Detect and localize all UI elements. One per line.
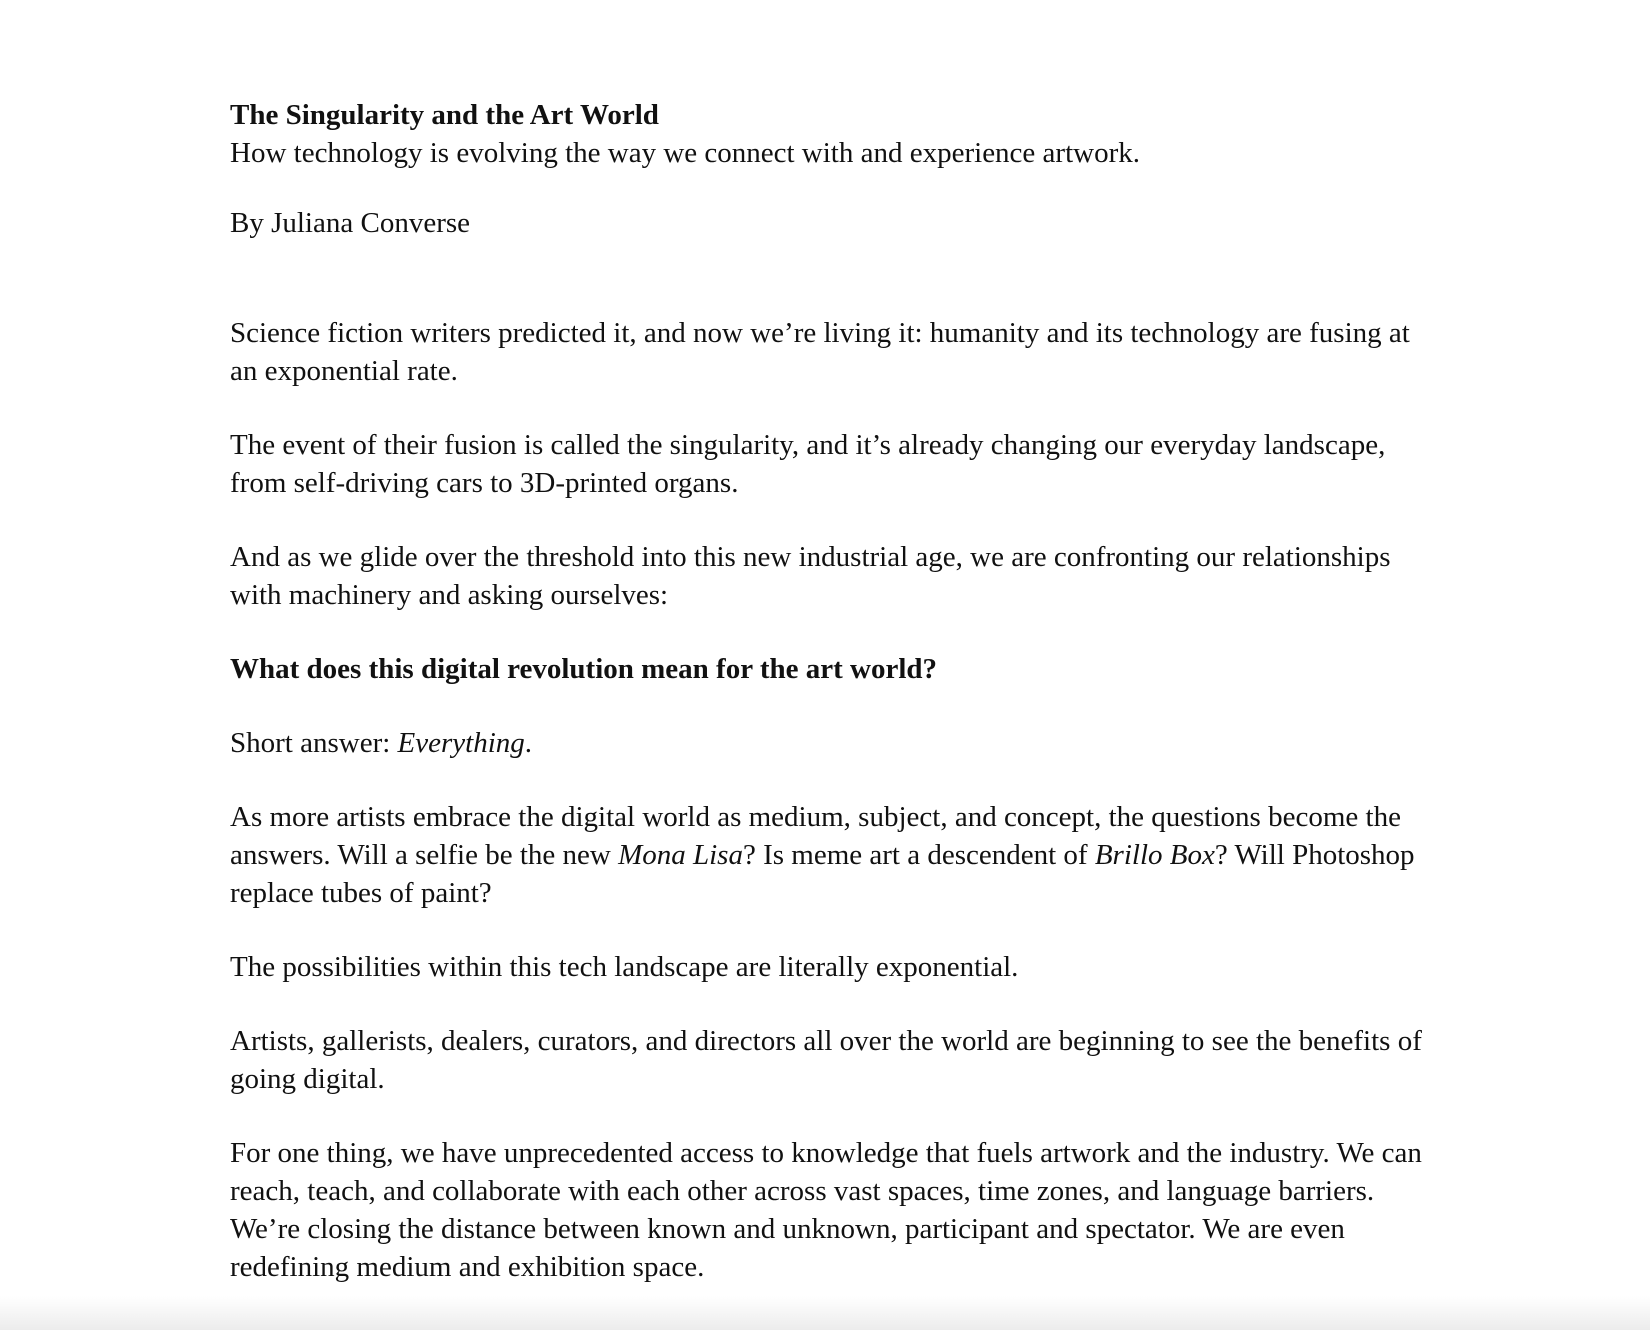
paragraph-7: Artists, gallerists, dealers, curators, and directors all over the world are beginning to see the benefits of going digital.	[230, 1025, 1422, 1095]
paragraph-5-part-e: ? Will Photoshop replace tubes of paint?	[230, 839, 1415, 909]
article-byline: By Juliana Converse	[230, 207, 471, 239]
mona-lisa-title: Mona Lisa	[618, 839, 743, 871]
paragraph-3: And as we glide over the threshold into this new industrial age, we are confronting our relationships with machinery and asking ourselves:	[230, 541, 1391, 611]
short-answer-emphasis: Everything	[397, 727, 525, 759]
article-subtitle: How technology is evolving the way we connect with and experience artwork.	[230, 137, 1140, 169]
article-title: The Singularity and the Art World	[230, 99, 659, 131]
article-body	[230, 96, 1430, 1286]
page-bottom-shadow	[0, 1296, 1650, 1330]
brillo-box-title: Brillo Box	[1094, 839, 1215, 871]
short-answer-lead: Short answer:	[230, 727, 398, 759]
paragraph-8: For one thing, we have unprecedented access to knowledge that fuels artwork and the industry. We can reach, teach, and collaborate with each other across vast spaces, time zones, and language barriers. We’re closing the distance between known and unknown, participant and spectator. We are even redefining medium and exhibition space.	[230, 1137, 1422, 1283]
short-answer	[230, 724, 1430, 762]
paragraph-6: The possibilities within this tech landscape are literally exponential.	[230, 951, 1019, 983]
paragraph-5	[230, 798, 1430, 912]
paragraph-5-part-c: ? Is meme art a descendent of	[742, 839, 1095, 871]
paragraph-5-part-a: As more artists embrace the digital world as medium, subject, and concept, the questions become the answers. Will a selfie be the new	[230, 801, 1401, 871]
paragraph-2: The event of their fusion is called the singularity, and it’s already changing our everyday landscape, from self-driving cars to 3D-printed organs.	[230, 429, 1386, 499]
short-answer-end: .	[524, 727, 533, 759]
paragraph-1: Science fiction writers predicted it, and now we’re living it: humanity and its technology are fusing at an exponential rate.	[230, 317, 1410, 387]
section-heading: What does this digital revolution mean for the art world?	[230, 653, 938, 685]
